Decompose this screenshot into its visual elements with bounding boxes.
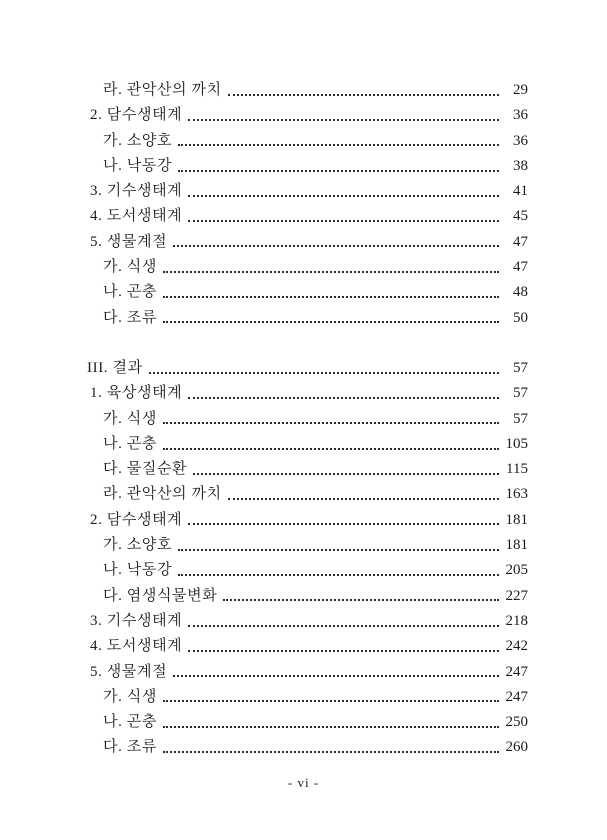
toc-entry-page: 50 [513, 309, 528, 326]
toc-entry [87, 255, 528, 280]
dot-leader [188, 389, 499, 399]
toc-entry-page: 260 [505, 739, 528, 756]
toc-entry [87, 482, 528, 507]
toc-entry-label: III. 결과 [87, 359, 143, 376]
dot-leader [163, 743, 499, 753]
toc-entry-page: 181 [505, 511, 528, 528]
dot-leader [188, 212, 499, 222]
dot-leader [173, 667, 499, 677]
toc-section [87, 356, 528, 761]
toc-entry-label: 다. 물질순환 [103, 461, 188, 478]
table-of-contents [87, 78, 528, 761]
toc-entry-label: 가. 식생 [103, 688, 157, 705]
toc-entry-label: 2. 담수생태계 [90, 107, 183, 124]
toc-entry-page: 57 [513, 359, 528, 376]
toc-entry-label: 1. 육상생태계 [90, 385, 183, 402]
toc-entry [87, 204, 528, 229]
toc-entry [87, 78, 528, 103]
dot-leader [188, 515, 499, 525]
toc-entry-page: 47 [513, 259, 528, 276]
dot-leader [163, 288, 499, 298]
dot-leader [188, 642, 499, 652]
toc-entry [87, 103, 528, 128]
toc-entry [87, 280, 528, 305]
toc-entry-page: 227 [505, 587, 528, 604]
toc-section [87, 78, 528, 331]
toc-entry-label: 4. 도서생태계 [90, 208, 183, 225]
toc-entry-page: 250 [505, 714, 528, 731]
toc-entry-label: 다. 조류 [103, 739, 157, 756]
dot-leader [163, 414, 499, 424]
dot-leader [163, 313, 499, 323]
toc-entry-page: 105 [505, 435, 528, 452]
toc-entry-page: 36 [513, 107, 528, 124]
toc-entry-page: 205 [505, 562, 528, 579]
dot-leader [163, 718, 499, 728]
toc-entry-page: 38 [513, 157, 528, 174]
dot-leader [188, 617, 499, 627]
toc-entry [87, 179, 528, 204]
toc-entry [87, 457, 528, 482]
toc-entry-label: 나. 곤충 [103, 714, 157, 731]
toc-entry [87, 407, 528, 432]
toc-entry-page: 242 [505, 638, 528, 655]
toc-entry-page: 48 [513, 284, 528, 301]
toc-entry-label: 나. 곤충 [103, 435, 157, 452]
dot-leader [178, 566, 499, 576]
toc-entry-label: 나. 곤충 [103, 284, 157, 301]
page-number-footer: - vi - [287, 775, 320, 790]
toc-entry-page: 57 [513, 385, 528, 402]
dot-leader [228, 86, 499, 96]
dot-leader [228, 490, 499, 500]
toc-entry [87, 735, 528, 760]
toc-entry-label: 5. 생물계절 [90, 233, 168, 250]
toc-entry-label: 나. 낙동강 [103, 157, 173, 174]
toc-entry-page: 181 [505, 537, 528, 554]
toc-entry-label: 가. 소양호 [103, 537, 173, 554]
toc-entry-label: 가. 식생 [103, 259, 157, 276]
toc-entry [87, 685, 528, 710]
toc-entry-page: 218 [505, 612, 528, 629]
dot-leader [178, 136, 499, 146]
toc-entry [87, 558, 528, 583]
toc-entry-label: 5. 생물계절 [90, 663, 168, 680]
toc-entry-page: 115 [506, 461, 528, 478]
dot-leader [163, 263, 499, 273]
toc-entry-page: 47 [513, 233, 528, 250]
toc-entry-label: 다. 조류 [103, 309, 157, 326]
toc-entry-label: 라. 관악산의 까치 [103, 486, 222, 503]
dot-leader [223, 591, 499, 601]
toc-entry [87, 381, 528, 406]
dot-leader [178, 541, 499, 551]
dot-leader [193, 465, 499, 475]
toc-entry [87, 634, 528, 659]
toc-entry-label: 다. 염생식물변화 [103, 587, 218, 604]
dot-leader [178, 162, 499, 172]
toc-entry [87, 584, 528, 609]
toc-entry [87, 129, 528, 154]
toc-entry [87, 660, 528, 685]
toc-entry-label: 3. 기수생태계 [90, 612, 183, 629]
toc-entry-page: 41 [513, 183, 528, 200]
toc-entry [87, 154, 528, 179]
toc-entry [87, 609, 528, 634]
dot-leader [149, 364, 499, 374]
dot-leader [163, 692, 499, 702]
toc-entry-label: 라. 관악산의 까치 [103, 82, 222, 98]
toc-entry [87, 230, 528, 255]
toc-entry-page: 36 [513, 132, 528, 149]
toc-entry-page: 247 [505, 688, 528, 705]
toc-entry-label: 나. 낙동강 [103, 562, 173, 579]
toc-entry-label: 가. 소양호 [103, 132, 173, 149]
toc-entry [87, 432, 528, 457]
dot-leader [163, 440, 499, 450]
toc-entry-page: 45 [513, 208, 528, 225]
toc-entry [87, 508, 528, 533]
toc-entry-label: 4. 도서생태계 [90, 638, 183, 655]
toc-entry-page: 163 [505, 486, 528, 503]
toc-entry-page: 57 [513, 410, 528, 427]
dot-leader [188, 111, 499, 121]
dot-leader [173, 237, 499, 247]
toc-entry-label: 가. 식생 [103, 410, 157, 427]
toc-entry-label: 2. 담수생태계 [90, 511, 183, 528]
toc-entry-label: 3. 기수생태계 [90, 183, 183, 200]
toc-entry-page: 247 [505, 663, 528, 680]
dot-leader [188, 187, 499, 197]
toc-entry-page: 29 [513, 82, 528, 98]
toc-entry [87, 710, 528, 735]
toc-entry [87, 356, 528, 381]
toc-entry [87, 306, 528, 331]
toc-entry [87, 533, 528, 558]
